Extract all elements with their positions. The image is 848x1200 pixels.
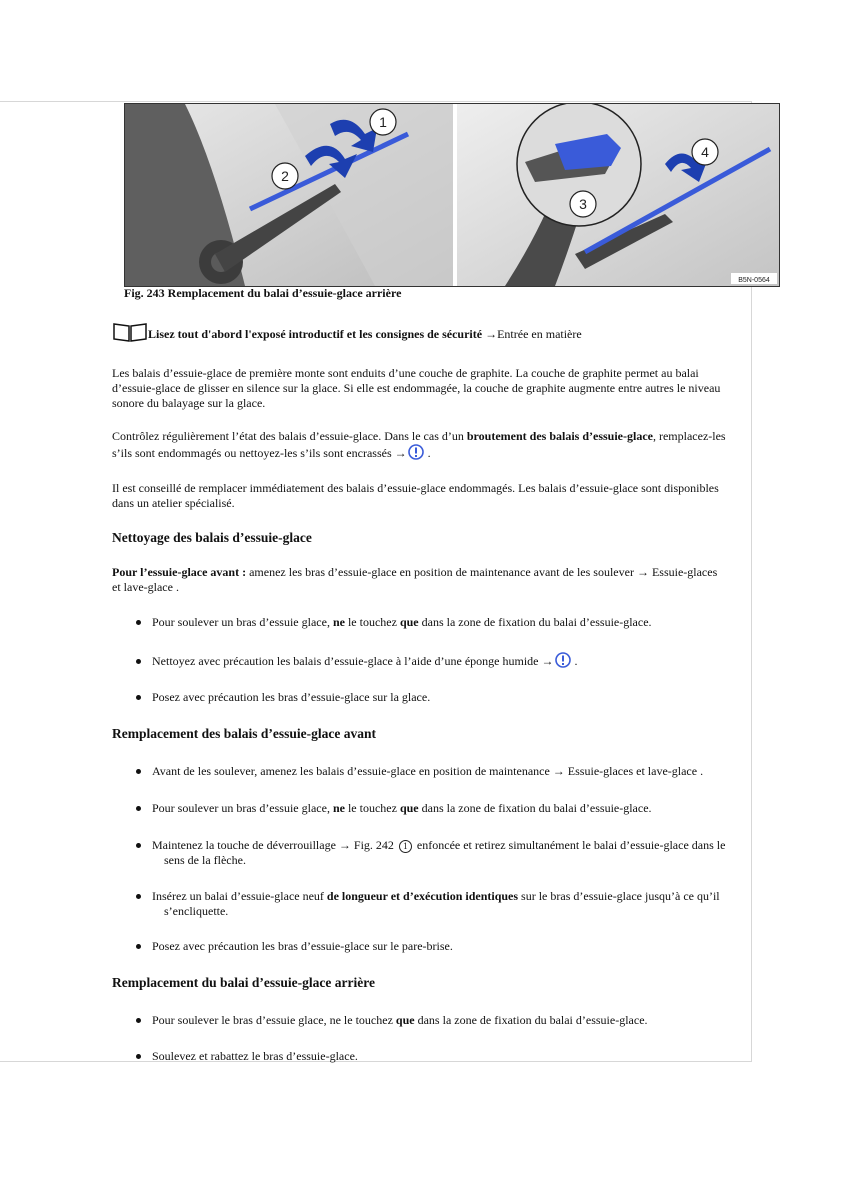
list-item: Posez avec précaution les bras d’essuie-glace sur la glace. (136, 690, 740, 705)
callout-1: 1 (379, 114, 387, 130)
paragraph-graphite: Les balais d’essuie-glace de première monte sont enduits d’une couche de graphite. La couche de graphite permet au balai d’essuie-glace de glisser en silence sur la glace. Si elle est endommagée, la couche de graphite augmente entre autres le niveau sonore du balayage sur la glace. (112, 366, 721, 410)
figure-rear-wiper-illustration (124, 103, 780, 287)
right-panel (457, 104, 779, 286)
warning-icon[interactable] (554, 652, 572, 668)
intro-line (112, 322, 740, 342)
cleaning-intro: Pour l’essuie-glace avant : amenez les bras d’essuie-glace en position de maintenance avant de les soulever → Essuie-glaces et lave-glace . (112, 565, 718, 594)
list-item: Posez avec précaution les bras d’essuie-glace sur le pare-brise. (136, 939, 740, 954)
intro-link[interactable]: →Entrée en matière (485, 327, 582, 341)
paragraph-inspection: Contrôlez régulièrement l’état des balais d’essuie-glace. Dans le cas d’un broutement des balais d’essuie-glace, remplacez-les s’ils sont endommagés ou nettoyez-les s’ils sont encrassés → . (112, 429, 726, 460)
paragraph-replace-advice: Il est conseillé de remplacer immédiatement des balais d’essuie-glace endommagés. Les balais d’essuie-glace sont disponibles dans un atelier spécialisé. (112, 481, 719, 510)
list-item: Pour soulever le bras d’essuie glace, ne le touchez que dans la zone de fixation du balai d’essuie-glace. (136, 1013, 740, 1028)
list-item: Avant de les soulever, amenez les balais d’essuie-glace en position de maintenance → Essuie-glaces et lave-glace . (136, 764, 740, 779)
list-item: Maintenez la touche de déverrouillage → Fig. 242 1 enfoncée et retirez simultanément le balai d’essuie-glace dans le sens de la flèche. (136, 838, 740, 868)
list-item: Soulevez et rabattez le bras d’essuie-glace. (136, 1049, 740, 1064)
heading-rear-replacement: Remplacement du balai d’essuie-glace arrière (112, 975, 375, 990)
frame-top-border (0, 101, 752, 102)
book-icon (112, 322, 148, 342)
list-item: Pour soulever un bras d’essuie glace, ne le touchez que dans la zone de fixation du balai d’essuie-glace. (136, 801, 740, 816)
list-item: Insérez un balai d’essuie-glace neuf de longueur et d’exécution identiques sur le bras d’essuie-glace jusqu’à ce qu’il s’encliquette. (136, 889, 740, 919)
figure-caption: Fig. 243 Remplacement du balai d’essuie-glace arrière (124, 286, 402, 300)
left-panel (125, 104, 453, 286)
callout-number: 1 (399, 840, 412, 853)
figure-code: B5N-0564 (738, 277, 770, 284)
callout-3: 3 (579, 196, 587, 212)
heading-cleaning: Nettoyage des balais d’essuie-glace (112, 530, 312, 545)
warning-icon[interactable] (407, 444, 425, 460)
list-item: Nettoyez avec précaution les balais d’essuie-glace à l’aide d’une éponge humide → . (136, 652, 740, 669)
intro-bold: Lisez tout d'abord l'exposé introductif et les consignes de sécurité (148, 327, 483, 341)
callout-2: 2 (281, 168, 289, 184)
list-item: Pour soulever un bras d’essuie glace, ne le touchez que dans la zone de fixation du balai d’essuie-glace. (136, 615, 740, 630)
callout-4: 4 (701, 144, 709, 160)
heading-front-replacement: Remplacement des balais d’essuie-glace avant (112, 726, 376, 741)
